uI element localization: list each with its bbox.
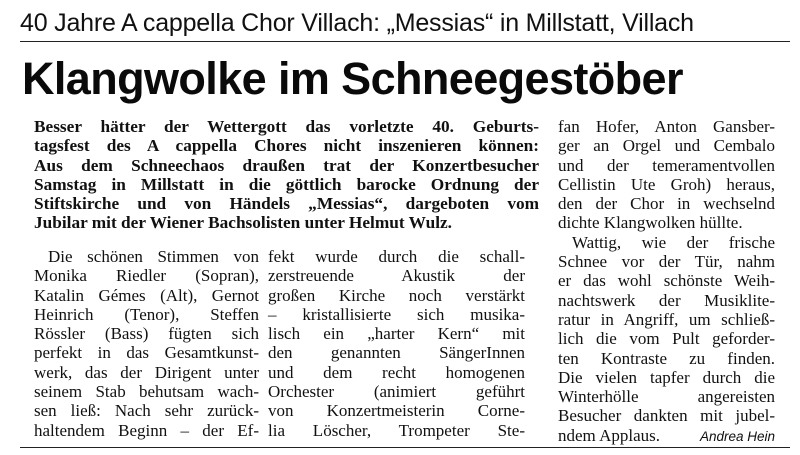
body-line: fekt wurde durch die schall- (268, 247, 525, 266)
author-byline: Andrea Hein (699, 428, 775, 444)
body-line: nachtswerk der Musiklite- (558, 290, 775, 310)
body-line: lisch ein „harter Kern“ mit (268, 324, 525, 344)
body-line: Wattig, wie der frische (572, 232, 775, 252)
body-line: ratur in Angriff, um schließ- (558, 309, 775, 329)
body-line: Schnee vor der Tür, nahm (558, 252, 775, 272)
body-line: lia Löscher, Trompeter Ste- (268, 420, 525, 440)
body-line: er das wohl schönste Weih- (558, 271, 775, 291)
lead-line: Jubilar mit der Wiener Bachsolisten unter Helmut Wulz. (34, 213, 452, 233)
lead-line: Besser hätter der Wettergott das vorletzte 40. Geburts- (34, 117, 539, 136)
body-line: Besucher dankten mit jubel- (558, 406, 775, 426)
closing-words: ndem Applaus. (558, 425, 660, 445)
body-line: perfekt in das Gesamtkunst- (34, 343, 259, 363)
body-line: Die vielen tapfer durch die (558, 367, 775, 387)
body-column-1 (34, 247, 259, 440)
body-line: ten Kontraste zu finden. (558, 348, 775, 368)
body-line: fan Hofer, Anton Gansber- (558, 117, 775, 136)
body-line: – kristallisierte sich musika- (268, 304, 525, 324)
body-line: werk, das der Dirigent unter (34, 362, 259, 382)
body-line: den der Chor in wechselnd (558, 194, 775, 214)
body-line: großen Kirche noch verstärkt (268, 285, 525, 305)
body-line: den genannten SängerInnen (268, 343, 525, 363)
body-line: sen ließ: Nach sehr zurück- (34, 401, 259, 421)
lead-line: Stiftskirche und von Händels „Messias“, dargeboten vom (34, 194, 539, 214)
body-line: und der temeramentvollen (558, 155, 775, 175)
body-line: Die schönen Stimmen von (48, 247, 259, 266)
kicker-line: 40 Jahre A cappella Chor Villach: „Messias“ in Millstatt, Villach (20, 9, 694, 37)
lead-line: tagsfest des A cappella Chores nicht inszenieren können: (34, 136, 539, 156)
lead-line: Samstag in Millstatt in die göttlich barocke Ordnung der (34, 174, 539, 194)
body-column-2 (268, 247, 525, 440)
lead-line: Aus dem Schneechaos draußen trat der Konzertbesucher (34, 155, 539, 175)
body-line: Winterhölle angereisten (558, 387, 775, 407)
body-column-3 (558, 117, 775, 445)
body-line: und dem recht homogenen (268, 362, 525, 382)
body-line: Cellistin Ute Groh) heraus, (558, 174, 775, 194)
body-line: dichte Klangwolken hüllte. (558, 213, 743, 233)
lead-paragraph (34, 117, 539, 233)
body-line: Orchester (animiert geführt (268, 382, 525, 402)
body-line: zerstreuende Akustik der (268, 266, 525, 286)
headline: Klangwolke im Schneegestöber (22, 53, 683, 104)
bottom-rule (20, 447, 790, 448)
body-line: von Konzertmeisterin Corne- (268, 401, 525, 421)
body-line: ger an Orgel und Cembalo (558, 136, 775, 156)
body-line: lich die vom Pult geforder- (558, 329, 775, 349)
body-line: Monika Riedler (Sopran), (34, 266, 259, 286)
body-line: Rössler (Bass) fügten sich (34, 324, 259, 344)
body-line: seinem Stab behutsam wach- (34, 382, 259, 402)
body-line: haltendem Beginn – der Ef- (34, 420, 259, 440)
kicker-rule (20, 41, 790, 42)
body-line: Heinrich (Tenor), Steffen (34, 304, 259, 324)
body-line-last (558, 426, 775, 445)
body-line: Katalin Gémes (Alt), Gernot (34, 285, 259, 305)
